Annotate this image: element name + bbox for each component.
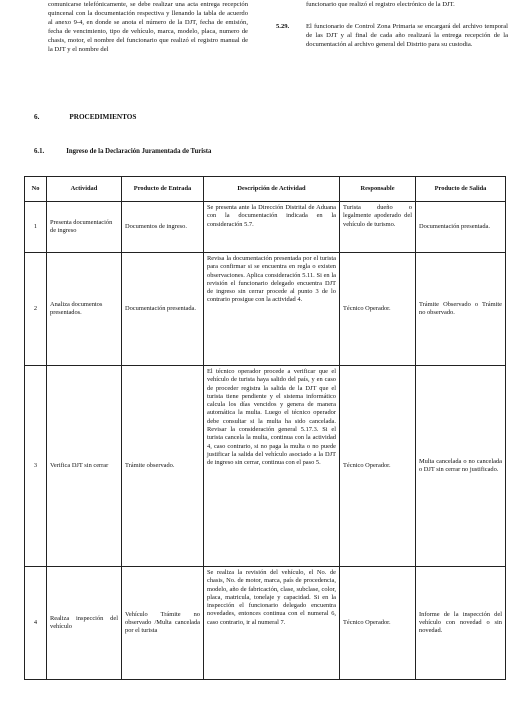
consideration-number: 5.29.	[276, 23, 290, 31]
top-left-paragraph: comunicarse telefónicamente, se debe realizar una acta entrega recepción quincenal con la documentación respectiva y llenando la tabla de acuerdo al anexo 9-4, en donde se anota el número de la DJT, fecha de emisión, fecha de vencimiento, tipo de vehículo, marca, modelo, placa, numero de chasis, motor, el nombre del funcionario que realizó el registro manual de la DJT y el nombre del	[48, 1, 248, 54]
cell-actividad: Presenta documentación de ingreso	[47, 202, 122, 253]
header-actividad: Actividad	[47, 177, 122, 202]
section-title: PROCEDIMIENTOS	[69, 113, 137, 121]
top-right-paragraph-1: funcionario que realizó el registro electrónico de la DJT.	[306, 1, 455, 8]
header-descripcion: Descripción de Actividad	[204, 177, 340, 202]
header-no: No	[25, 177, 47, 202]
cell-responsable: Técnico Operador.	[340, 253, 416, 366]
table-row	[25, 567, 506, 680]
header-producto-entrada: Producto de Entrada	[122, 177, 204, 202]
subsection-heading	[34, 148, 211, 155]
cell-salida: Documentación presentada.	[416, 202, 506, 253]
table-header-row	[25, 177, 506, 202]
cell-responsable: Técnico Operador.	[340, 366, 416, 567]
table-row	[25, 366, 506, 567]
procedure-table	[24, 176, 506, 680]
section-number: 6.	[34, 113, 40, 121]
subsection-number: 6.1.	[34, 148, 45, 155]
cell-no: 4	[25, 567, 47, 680]
cell-actividad: Realiza inspección del vehículo	[47, 567, 122, 680]
cell-descripcion: Se presenta ante la Dirección Distrital de Aduana con la documentación indicada en la consideración 5.7.	[204, 202, 340, 253]
cell-salida: Informe de la inspección del vehículo con novedad o sin novedad.	[416, 567, 506, 680]
cell-responsable: Técnico Operador.	[340, 567, 416, 680]
top-right-block	[276, 0, 508, 49]
cell-entrada: Vehículo Trámite no observado /Multa cancelada por el turista	[122, 567, 204, 680]
table-row	[25, 253, 506, 366]
header-producto-salida: Producto de Salida	[416, 177, 506, 202]
header-responsable: Responsable	[340, 177, 416, 202]
section-heading	[34, 113, 136, 121]
cell-entrada: Documentos de ingreso.	[122, 202, 204, 253]
consideration-text: El funcionario de Control Zona Primaria se encargará del archivo temporal de las DJT y al final de cada año realizará la entrega recepción de la documentación al archivo general del Distrito para su custodia.	[306, 23, 508, 49]
cell-entrada: Trámite observado.	[122, 366, 204, 567]
cell-actividad: Verifica DJT sin cerrar	[47, 366, 122, 567]
cell-no: 1	[25, 202, 47, 253]
cell-entrada: Documentación presentada.	[122, 253, 204, 366]
cell-descripcion: El técnico operador procede a verificar que el vehículo de turista haya salido del país, y en caso de proceder registra la salida de la DJT que el turista tiene pendiente y el sistema informático calcula los días vencidos y genera de manera automática la multa. Luego el técnico operador debe consultar si la multa ha sido cancelada. Revisar la consideración general 5.17.3. Si el turista cancela la multa, continua con la actividad 4, caso contrario, si no paga la multa o no puede justificar la salida del vehículo asociado a la DJT de ingreso sin cerrar, continua con el paso 5.	[204, 366, 340, 567]
consideration-5-29	[276, 22, 508, 49]
cell-salida: Trámite Observado o Trámite no observado.	[416, 253, 506, 366]
cell-salida: Multa cancelada o no cancelada o DJT sin cerrar no justificado.	[416, 366, 506, 567]
cell-descripcion: Se realiza la revisión del vehículo, el No. de chasis, No. de motor, marca, país de procedencia, modelo, año de fabricación, clase, subclase, color, placa, matricula, tonelaje y capacidad. Si en la inspección el funcionario delegado encuentra novedades, entonces continua con el numeral 6, caso contrario, ir al numeral 7.	[204, 567, 340, 680]
cell-actividad: Analiza documentos presentados.	[47, 253, 122, 366]
cell-descripcion: Revisa la documentación presentada por el turista para confirmar si se encuentra en regla o existen observaciones. Aplica consideración 5.11. Si en la revisión el funcionario delegado encuentra DJT de ingreso sin cerrar procede al punto 3 de lo contrario prosigue con la actividad 4.	[204, 253, 340, 366]
cell-responsable: Turista dueño o legalmente apoderado del vehículo de turismo.	[340, 202, 416, 253]
cell-no: 3	[25, 366, 47, 567]
cell-no: 2	[25, 253, 47, 366]
subsection-title: Ingreso de la Declaración Juramentada de Turista	[66, 148, 212, 155]
table-row	[25, 202, 506, 253]
